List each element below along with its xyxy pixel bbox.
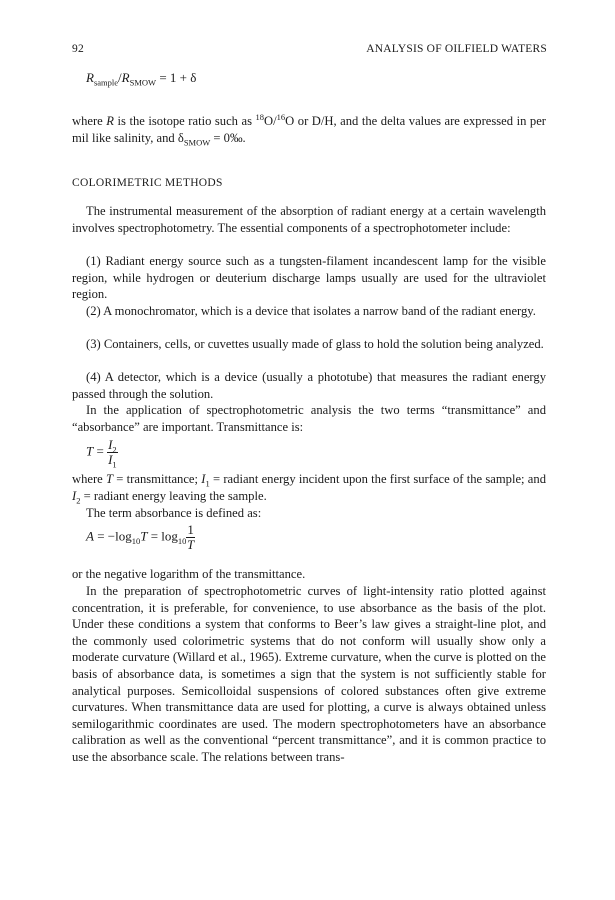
list-item-radiant-source: (1) Radiant energy source such as a tungsten-filament incandescent lamp for the visible region, while hydrogen or deuterium discharge lamps usually are used for the ultraviolet region. (72, 254, 546, 302)
equation-transmittance: T = $\frac{I_2}{I_1}$ (86, 437, 117, 470)
paragraph-negative-log: or the negative logarithm of the transmittance. (72, 567, 306, 581)
page-number: 92 (72, 43, 84, 55)
running-title: ANALYSIS OF OILFIELD WATERS (366, 43, 547, 55)
paragraph-absorbance-intro: The term absorbance is defined as: (86, 506, 262, 520)
paragraph-intro: The instrumental measurement of the absorption of radiant energy at a certain wavelength involves spectrophotometry. The essential components of a spectrophotometer include: (72, 204, 546, 235)
paragraph-transmittance-definition: where T = transmittance; $I_1$ = radiant energy incident upon the first surface of the sample; and $I_2$ = radiant energy leaving the sample. (72, 472, 546, 506)
paragraph-isotope-definition: where R is the isotope ratio such as $^{18}$O/$^{16}$O or D/H, and the delta values are expressed in per mil like salinity, and $\delta_{SMOW}$ = 0‰. (72, 111, 546, 148)
paragraph-spectrophotometric-curves: In the preparation of spectrophotometric curves of light-intensity ratio plotted against concentration, it is preferable, for convenience, to use absorbance as the basis of the plot. Under these conditions a system that conforms to Beer’s law gives a straight-line plot, and the commonly used colorimetric systems that do not conform will usually show only a moderate curvature (Willard et al., 1965). Extreme curvature, when the curve is plotted on the basis of absorbance data, is sometimes a sign that the system is not sufficiently stable for analytical purposes. Semicolloidal suspensions of colored substances often give extreme curvatures. When transmittance data are used for plotting, a curve is always obtained unless semilogarithmic coordinates are used. The modern spectrophotometers have an absorbance calibration as well as the conventional “percent transmittance”, and it is common practice to use the absorbance scale. The relations between trans- (72, 584, 546, 764)
paragraph-transmittance-intro: In the application of spectrophotometric analysis the two terms “transmittance” and “absorbance” are important. Transmittance is: (72, 403, 546, 434)
equation-absorbance: $A = -\log_{10}T = \log_{10}$ $\frac{1}{T}$ (86, 522, 195, 552)
section-heading: COLORIMETRIC METHODS (72, 177, 223, 189)
list-item-monochromator: (2) A monochromator, which is a device that isolates a narrow band of the radiant energy. (86, 304, 536, 318)
list-item-containers: (3) Containers, cells, or cuvettes usually made of glass to hold the solution being analyzed. (86, 337, 544, 351)
list-item-detector: (4) A detector, which is a device (usually a phototube) that measures the radiant energy passed through the solution. (72, 370, 546, 401)
equation-isotope-ratio: $R_{sample}/R_{SMOW} = 1 + \delta$ (86, 70, 197, 88)
